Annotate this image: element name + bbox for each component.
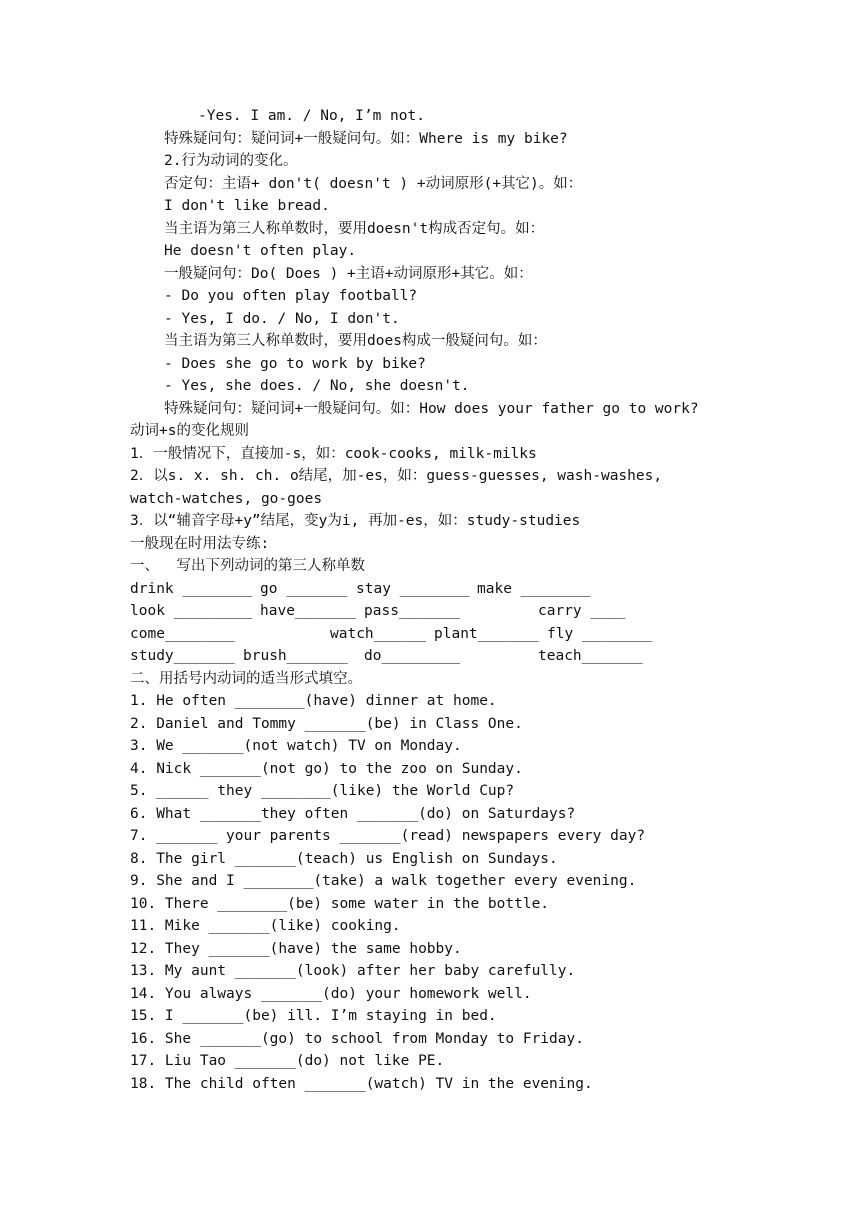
exercise-item[interactable]: 5. ______ they ________(like) the World Cup? [130, 783, 515, 799]
exercise-item[interactable]: 17. Liu Tao _______(do) not like PE. [130, 1053, 445, 1069]
exercise-item[interactable]: 7. _______ your parents _______(read) newspapers every day? [130, 828, 646, 844]
exercise-item[interactable]: 3. We _______(not watch) TV on Monday. [130, 738, 462, 754]
exercise-item[interactable]: 13. My aunt _______(look) after her baby carefully. [130, 963, 576, 979]
rule-item: 1．一般情况下，直接加-s，如：cook-cooks, milk-milks [130, 446, 537, 462]
part2-title: 二、用括号内动词的适当形式填空。 [130, 671, 362, 687]
exercise-item[interactable]: 12. They _______(have) the same hobby. [130, 941, 462, 957]
example-question: - Do you often play football? [164, 288, 418, 304]
exercise-item[interactable]: 6. What _______they often _______(do) on Saturdays? [130, 806, 576, 822]
verb-blank[interactable]: study_______ [130, 648, 235, 664]
verb-blank[interactable]: fly ________ [547, 626, 652, 642]
exercise-item[interactable]: 15. I _______(be) ill. I’m staying in bed. [130, 1008, 497, 1024]
practice-title: 一般现在时用法专练: [130, 536, 270, 552]
example-answer: - Yes, I do. / No, I don't. [164, 311, 400, 327]
verb-blank[interactable]: do_________ [364, 648, 461, 664]
example-answer: -Yes. I am. / No, I’m not. [198, 108, 425, 124]
example-sentence: I don't like bread. [164, 198, 330, 214]
verb-blank[interactable]: watch______ [330, 626, 427, 642]
third-person-question-rule: 当主语为第三人称单数时，要用does构成一般疑问句。如： [164, 333, 547, 349]
exercise-item[interactable]: 10. There ________(be) some water in the bottle. [130, 896, 550, 912]
exercise-item[interactable]: 8. The girl _______(teach) us English on Sundays. [130, 851, 558, 867]
exercise-item[interactable]: 11. Mike _______(like) cooking. [130, 918, 401, 934]
exercise-item[interactable]: 4. Nick _______(not go) to the zoo on Sunday. [130, 761, 523, 777]
verb-blank[interactable]: plant_______ [434, 626, 539, 642]
verb-blank[interactable]: brush_______ [243, 648, 348, 664]
verb-blank[interactable]: look _________ [130, 603, 253, 619]
part1-title: 一、 写出下列动词的第三人称单数 [130, 558, 365, 574]
example-sentence: He doesn't often play. [164, 243, 357, 259]
section-heading: 2.行为动词的变化。 [164, 153, 298, 169]
special-question-rule: 特殊疑问句：疑问词+一般疑问句。如：Where is my bike? [164, 131, 568, 147]
verb-blank[interactable]: pass_______ [364, 603, 461, 619]
third-person-negative-rule: 当主语为第三人称单数时，要用doesn't构成否定句。如： [164, 221, 545, 237]
exercise-item[interactable]: 14. You always _______(do) your homework well. [130, 986, 532, 1002]
exercise-item[interactable]: 2. Daniel and Tommy _______(be) in Class One. [130, 716, 523, 732]
verb-blank[interactable]: go _______ [260, 581, 348, 597]
exercise-item[interactable]: 9. She and I ________(take) a walk together every evening. [130, 873, 637, 889]
verb-blank[interactable]: teach_______ [538, 648, 643, 664]
exercise-item[interactable]: 16. She _______(go) to school from Monday to Friday. [130, 1031, 584, 1047]
rules-title: 动词+s的变化规则 [130, 423, 249, 439]
verb-blank[interactable]: come________ [130, 626, 235, 642]
example-answer: - Yes, she does. / No, she doesn't. [164, 378, 470, 394]
verb-blank[interactable]: have_______ [260, 603, 357, 619]
general-question-rule: 一般疑问句：Do( Does ) +主语+动词原形+其它。如： [164, 266, 533, 282]
example-question: - Does she go to work by bike? [164, 356, 426, 372]
negative-rule: 否定句：主语+ don't( doesn't ) +动词原形(+其它)。如： [164, 176, 583, 192]
verb-blank[interactable]: stay ________ [356, 581, 470, 597]
exercise-item[interactable]: 18. The child often _______(watch) TV in the evening. [130, 1076, 593, 1092]
verb-blank[interactable]: make ________ [477, 581, 591, 597]
verb-blank[interactable]: drink ________ [130, 581, 253, 597]
exercise-item[interactable]: 1. He often ________(have) dinner at home. [130, 693, 497, 709]
rule-item: 3．以“辅音字母+y”结尾，变y为i, 再加-es，如：study-studies [130, 513, 581, 529]
verb-blank[interactable]: carry ____ [538, 603, 626, 619]
rule-item: 2．以s. x. sh. ch. o结尾，加-es，如：guess-guesses, wash-washes, [130, 468, 663, 484]
rule-item-continued: watch-watches, go-goes [130, 491, 323, 507]
special-question-rule: 特殊疑问句：疑问词+一般疑问句。如：How does your father go to work? [164, 401, 699, 417]
